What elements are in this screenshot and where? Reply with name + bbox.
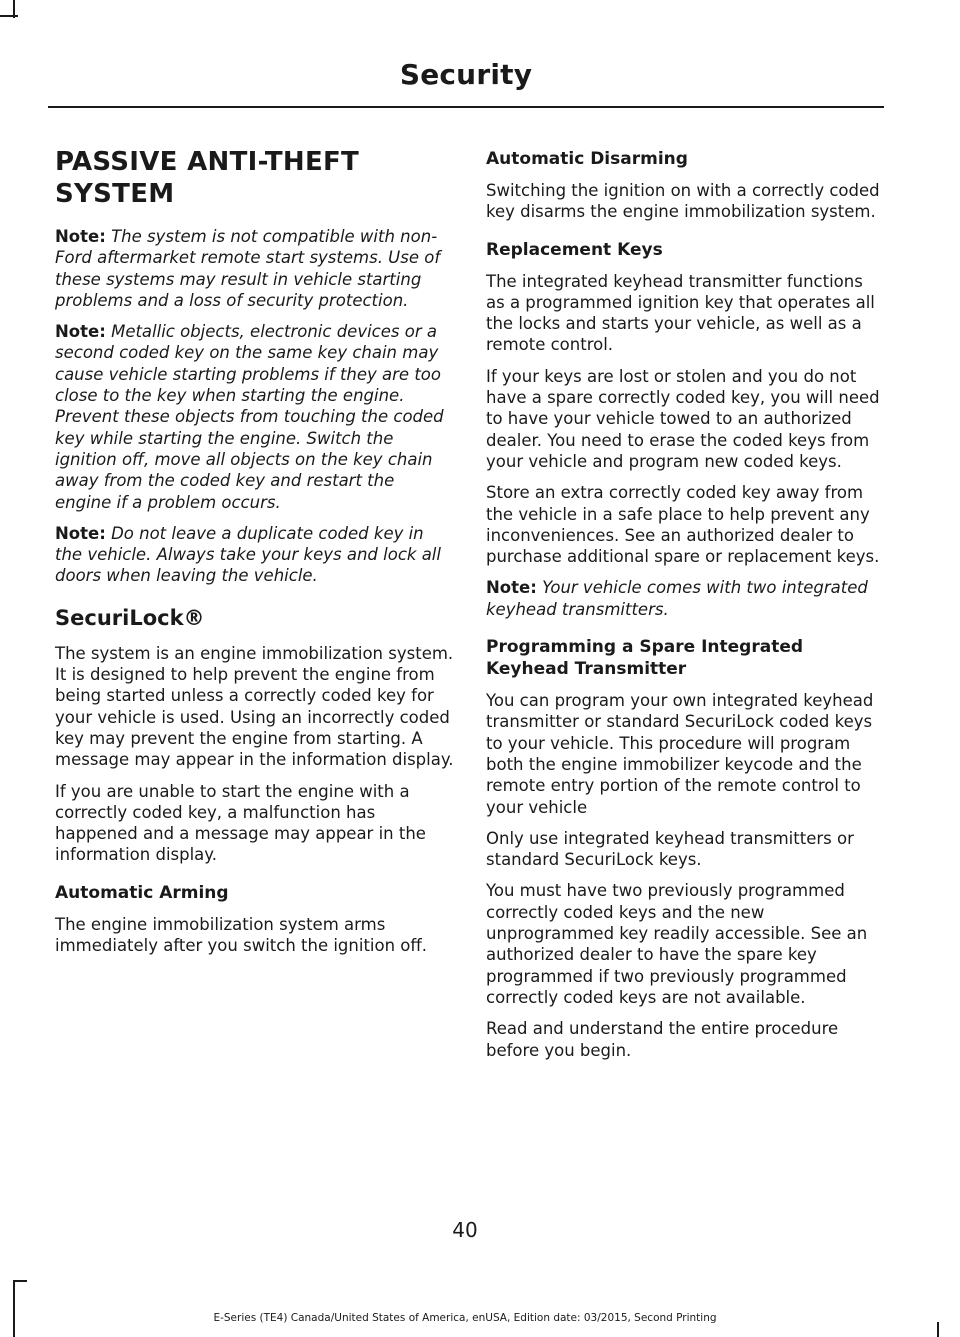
note-label: Note: xyxy=(486,578,537,598)
note-1 xyxy=(55,226,455,311)
section-title: PASSIVE ANTI-THEFT SYSTEM xyxy=(55,147,360,209)
note-label: Note: xyxy=(55,227,106,246)
header-rule xyxy=(48,106,884,108)
left-column xyxy=(55,146,455,966)
automatic-arming-heading: Automatic Arming xyxy=(55,882,229,903)
replacement-keys-paragraph-2: If your keys are lost or stolen and you do not have a spare correctly coded key, you will need to have your vehicle towed to an authorized dealer. You need to erase the coded keys from your vehicle and program new coded keys. xyxy=(486,366,880,471)
page-header: Security xyxy=(399,58,533,91)
automatic-disarming-paragraph: Switching the ignition on with a correctly coded key disarms the engine immobilization system. xyxy=(486,181,880,222)
replacement-keys-heading: Replacement Keys xyxy=(486,239,663,260)
note-text: Your vehicle comes with two integrated keyhead transmitters. xyxy=(486,578,868,619)
footer-edition: E-Series (TE4) Canada/United States of America, enUSA, Edition date: 03/2015, Second Printing xyxy=(213,1312,717,1324)
note-3 xyxy=(55,523,455,587)
note-2 xyxy=(55,321,455,513)
crop-mark-bottom-left-vertical xyxy=(13,1280,15,1337)
note-label: Note: xyxy=(55,523,106,543)
note-label: Note: xyxy=(55,322,106,342)
programming-heading: Programming a Spare Integrated Keyhead Transmitter xyxy=(486,637,804,680)
programming-paragraph-1: You can program your own integrated keyhead transmitter or standard SecuriLock coded keys to your vehicle. This procedure will program both the engine immobilizer keycode and the remote entry portion of the remote control to your vehicle xyxy=(486,691,874,817)
programming-paragraph-3: You must have two previously programmed correctly coded keys and the new unprogrammed key readily accessible. See an authorized dealer to have the spare key programmed if two previously programmed correctly coded keys are not available. xyxy=(486,881,868,1007)
programming-paragraph-2: Only use integrated keyhead transmitters or standard SecuriLock keys. xyxy=(486,828,854,870)
note-text: The system is not compatible with non-Ford aftermarket remote start systems. Use of these systems may result in vehicle starting problems and a loss of security protection. xyxy=(55,227,441,310)
note-text: Metallic objects, electronic devices or a second coded key on the same key chain may cause vehicle starting problems if they are too close to the key when starting the engine. Prevent these objects from touching the coded key while starting the engine. Switch the ignition off, move all objects on the key chain away from the coded key and restart the engine if a problem occurs. xyxy=(55,322,444,512)
note-text: Do not leave a duplicate coded key in the vehicle. Always take your keys and lock all doors when leaving the vehicle. xyxy=(55,523,441,586)
programming-paragraph-4: Read and understand the entire procedure before you begin. xyxy=(486,1019,839,1060)
automatic-arming-paragraph: The engine immobilization system arms immediately after you switch the ignition off. xyxy=(55,914,428,956)
securilock-paragraph-2: If you are unable to start the engine with a correctly coded key, a malfunction has happened and a message may appear in the information display. xyxy=(55,781,426,865)
securilock-heading: SecuriLock® xyxy=(55,605,205,630)
right-column xyxy=(486,148,886,1071)
note-4 xyxy=(486,577,886,620)
automatic-disarming-heading: Automatic Disarming xyxy=(486,149,688,169)
replacement-keys-paragraph-3: Store an extra correctly coded key away from the vehicle in a safe place to help prevent any inconveniences. See an authorized dealer to purchase additional spare or replacement keys. xyxy=(486,483,880,567)
crop-mark-bottom-left-horizontal xyxy=(13,1280,27,1282)
crop-mark-bottom-right-vertical xyxy=(937,1322,939,1337)
replacement-keys-paragraph-1: The integrated keyhead transmitter functions as a programmed ignition key that operates all the locks and starts your vehicle, as well as a remote control. xyxy=(486,271,875,355)
crop-mark-top-left-horizontal xyxy=(0,15,18,17)
securilock-paragraph-1: The system is an engine immobilization system. It is designed to help prevent the engine from being started unless a correctly coded key for your vehicle is used. Using an incorrectly coded key may prevent the engine from starting. A message may appear in the information display. xyxy=(55,643,454,770)
page-number: 40 xyxy=(452,1218,478,1242)
